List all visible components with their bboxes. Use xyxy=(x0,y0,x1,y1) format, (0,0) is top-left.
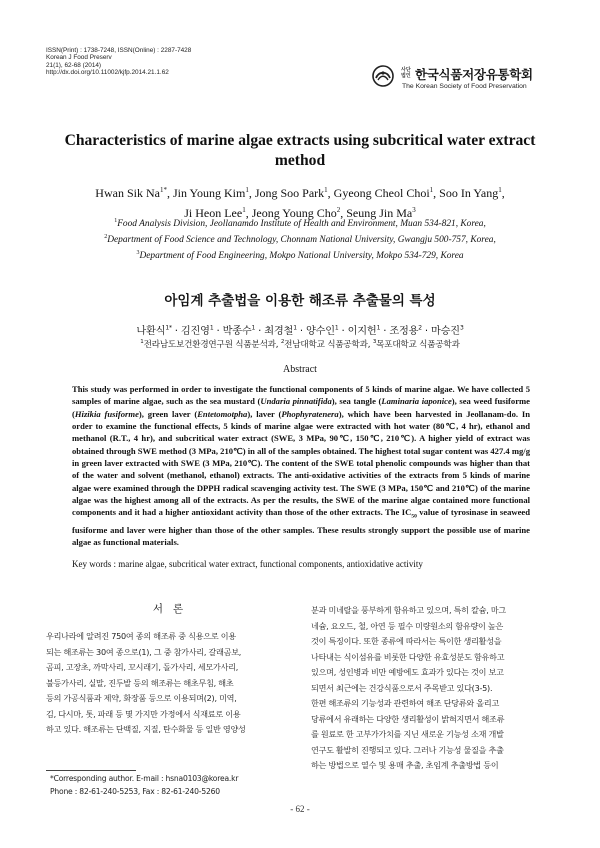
author-sup: 1 xyxy=(429,186,434,194)
affiliation-sup: 1 xyxy=(114,218,118,224)
abstract-segment: value of tyrosinase in seaweed fusiforme and laver were higher than those of the other samples. These results strongly support the possible use of marine algae as functional materials. xyxy=(72,507,531,547)
society-logo xyxy=(372,64,562,96)
abstract-segment: This study was performed in order to investigate the functional components of 5 kinds of marine algae. We have collected 5 samples of marine algae, such as the sea mustard ( xyxy=(72,384,530,407)
author-line-2: Ji Heon Lee$^1$, Jeong Young Cho$^2$, Seung Jin Ma$^3$ xyxy=(184,206,416,220)
author-name: Soo In Yang xyxy=(439,186,499,200)
author-name: Jong Soo Park xyxy=(254,186,325,200)
affiliation-list xyxy=(40,215,560,263)
ko-author-sup: 1 xyxy=(209,324,214,332)
author-sup: 1 xyxy=(324,186,328,194)
author-name: Gyeong Cheol Choi xyxy=(333,186,430,200)
text-line: 를 원료로 한 고부가가치를 지닌 새로운 기능성 소재 개발 xyxy=(311,729,504,739)
issn-line: ISSN(Print) : 1738-7248, ISSN(Online) : 2287-7428 xyxy=(46,47,192,54)
text-line: 당류에서 유래하는 다양한 생리활성이 밝혀지면서 해조류 xyxy=(311,713,505,724)
paper-title: Characteristics of marine algae extracts using subcritical water extract method xyxy=(64,132,536,169)
society-name-en: The Korean Society of Food Preservation xyxy=(402,83,527,90)
ko-affiliation-sup: 2 xyxy=(280,339,285,346)
ko-author-name: 김진영 xyxy=(180,326,210,337)
affiliation-item xyxy=(40,215,560,231)
ko-author-name: 최경철 xyxy=(264,326,294,337)
ko-author-sup: 1 xyxy=(334,324,339,332)
text-line: 나타내는 식이섬유를 비롯한 다양한 유효성분도 함유하고 xyxy=(311,651,505,662)
intro-column-left xyxy=(46,629,300,738)
ko-author-name: 조정용 xyxy=(389,326,419,337)
footnote-phone: Phone : 82-61-240-5253, Fax : 82-61-240-5260 xyxy=(50,786,220,796)
journal-issue: 21(1), 62-68 (2014) xyxy=(46,61,102,69)
affiliation-item xyxy=(40,247,560,263)
text-line: 되면서 최근에는 건강식품으로서 주목받고 있다(3-5). xyxy=(311,682,493,693)
ko-author-sup: 2 xyxy=(418,324,422,332)
journal-meta xyxy=(46,47,191,77)
journal-name: Korean J Food Preserv xyxy=(46,54,112,62)
author-name: Seung Jin Ma xyxy=(346,206,413,220)
ko-author-sup: 1 xyxy=(251,324,256,332)
abstract-text xyxy=(72,383,530,548)
ko-author-sup: 1 xyxy=(376,324,381,332)
abstract-segment: ), which have been harvested in Jeollanam-do. In order to examine the functional effects, 5 kinds of marine algae were extracted with hot water (80℃, 4 hr), ethanol and methanol (R.T., 4 hr), and subcritical water extract (SWE, 3 MPa, 90℃, 150℃, 210℃). A higher yield of extract was obtained through SWE method (3 MPa, 210℃) in all of the samples obtained. The highest total sugar content was 427.4 mg/g in green laver extracted with SWE (3 MPa, 210℃). The content of the SWE total phenolic compounds was higher than that of the water and solvent (methanol, ethanol) extracts. The anti-oxidative activities of the extracts from 5 kinds of marine algae were examined through the DPPH radical scavenging activity test. The SWE (3 MPa, 150℃ and 210℃) of the marine algae was the highest among all of the extracts. As per the results, the SWE of the marine algae contained more functional components and it had a higher antioxidant activity than those of the other extracts. The IC xyxy=(72,408,531,518)
text-line: 우리나라에 알려진 750여 종의 해조류 중 식용으로 이용 xyxy=(46,631,236,641)
text-line: 연구도 활발히 진행되고 있다. 그러나 기능성 물질을 추출 xyxy=(311,744,504,755)
author-line-1: Hwan Sik $Na^{1*}$, Jin Young Kim$^1$, Jong Soo Park$^1$, Gyeong Cheol Choi$^1$, Soo In Yang$^1$, xyxy=(95,186,505,200)
intro-column-right xyxy=(311,603,561,774)
footnote-divider xyxy=(46,770,136,771)
text-line: 등의 가공식품과 제약, 화장품 등으로 이용되며(2), 미역, xyxy=(46,693,237,703)
text-line: 있으며, 성인병과 비만 예방에도 효과가 있다는 것이 보고 xyxy=(311,667,504,677)
author-sup: 1 xyxy=(242,206,246,214)
abstract-segment: ), sea tangle ( xyxy=(331,396,382,407)
affiliation-text: Department of Food Science and Technology, Chonnam National University, Gwangju 500-757, Korea, xyxy=(107,235,496,246)
ko-affiliation-sup: 1 xyxy=(140,339,144,346)
ko-author-sup: 3 xyxy=(459,324,464,332)
society-emblem-icon xyxy=(372,65,394,87)
author-sup: 2 xyxy=(336,206,341,214)
society-name-ko: 한국식품저장유통학회 xyxy=(415,67,533,82)
author-name: Jeong Young Cho xyxy=(251,206,337,220)
ko-affiliation-text: 전라남도보건환경연구원 식품분석과, xyxy=(143,340,279,350)
species-name: Undaria pinnatifida xyxy=(260,396,332,407)
text-line: 되는 해조류는 30여 종으로(1), 그 중 참가사리, 갈래곰보, xyxy=(46,646,242,657)
page-number: - 62 - xyxy=(290,804,310,814)
text-line: 분과 미네랄을 풍부하게 함유하고 있으며, 특히 칼슘, 마그 xyxy=(311,605,506,615)
text-line: 김, 다시마, 톳, 파래 등 몇 가지만 가정에서 식재료로 이용 xyxy=(46,708,241,719)
author-name: Ji Heon Lee xyxy=(184,206,243,220)
affiliation-sup: 3 xyxy=(136,249,140,256)
korean-author-list: 나환식$^{1*}$ · 김진영$^1$ · 박종수$^1$ · 최경철$^1$ · 양수인$^1$ · 이지헌$^1$ · 조정용$^2$ · 마승진$^3$ xyxy=(136,324,464,337)
author-name: Jin Young Kim xyxy=(172,186,246,200)
author-name: Hwan Sik Na xyxy=(95,186,160,200)
affiliation-text: Department of Food Engineering, Mokpo National University, Mokpo 534-729, Korea xyxy=(139,250,464,261)
ko-author-sup: 1* xyxy=(165,324,172,332)
author-sup: 1* xyxy=(159,186,167,194)
corresponding-author-footnote xyxy=(50,773,238,798)
text-line: 하고 있다. 해조류는 단백질, 지질, 탄수화물 등 일반 영양성 xyxy=(46,724,246,734)
species-name: Hizikia fusiforme xyxy=(74,408,139,419)
affiliation-item xyxy=(40,231,560,247)
doi-link[interactable]: http://dx.doi.org/10.11002/kjfp.2014.21.1.62 xyxy=(46,69,169,77)
korean-title: 아임계 추출법을 이용한 해조류 추출물의 특성 xyxy=(164,293,436,309)
text-line: 불등가사리, 실말, 진두발 등의 해조류는 해초무침, 해초 xyxy=(46,677,234,688)
affiliation-text: Food Analysis Division, Jeollanamdo Institute of Health and Environment, Muan 534-821, Korea, xyxy=(117,219,486,230)
text-line: 것이 특징이다. 또한 종류에 따라서는 특이한 생리활성을 xyxy=(311,636,502,646)
korean-affiliation-list xyxy=(40,338,560,350)
text-line: 한편 해조류의 기능성과 관련하여 해조 단당류와 올리고 xyxy=(311,698,500,708)
species-name: Laminaria iaponice xyxy=(381,396,452,407)
species-name: Phophyratenera xyxy=(281,408,339,419)
keywords: Key words : marine algae, subcritical water extract, functional components, antioxidative activity xyxy=(72,559,423,569)
abstract-segment: ), green laver ( xyxy=(138,408,198,419)
affiliation-sup: 2 xyxy=(104,233,108,240)
footnote-email[interactable]: *Corresponding author. E-mail : hsna0103@korea.kr xyxy=(50,774,239,783)
ko-author-sup: 1 xyxy=(293,324,297,332)
species-name: Entetomotpha xyxy=(197,408,248,419)
introduction-heading: 서론 xyxy=(152,603,194,615)
ko-author-name: 마승진 xyxy=(431,326,460,337)
ko-author-name: 나환식 xyxy=(136,326,166,337)
ko-author-name: 이지헌 xyxy=(347,326,377,337)
author-sup: 3 xyxy=(412,206,416,214)
ko-author-name: 박종수 xyxy=(222,326,252,337)
text-line: 네슘, 요오드, 철, 아연 등 필수 미량원소의 함유량이 높은 xyxy=(311,620,504,631)
text-line: 하는 방법으로 열수 및 용매 추출, 초임계 추출방법 등이 xyxy=(311,760,499,770)
ko-affiliation-text: 목포대학교 식품공학과 xyxy=(376,340,460,350)
text-line: 곰피, 고장초, 까막사리, 꼬시래기, 돌가사리, 세모가사리, xyxy=(46,662,239,672)
ko-affiliation-sup: 3 xyxy=(372,339,377,346)
society-small-label: 사단 법인 xyxy=(401,67,411,79)
abstract-segment: ), laver ( xyxy=(247,408,282,419)
abstract-subscript: 50 xyxy=(411,514,417,521)
ko-author-name: 양수인 xyxy=(305,326,335,337)
author-sup: 1 xyxy=(498,186,502,194)
abstract-segment: ), sea weed fusiforme ( xyxy=(72,396,530,419)
ko-affiliation-text: 전남대학교 식품공학과, xyxy=(284,340,371,350)
author-sup: 1 xyxy=(245,186,249,194)
abstract-heading: Abstract xyxy=(283,364,317,375)
